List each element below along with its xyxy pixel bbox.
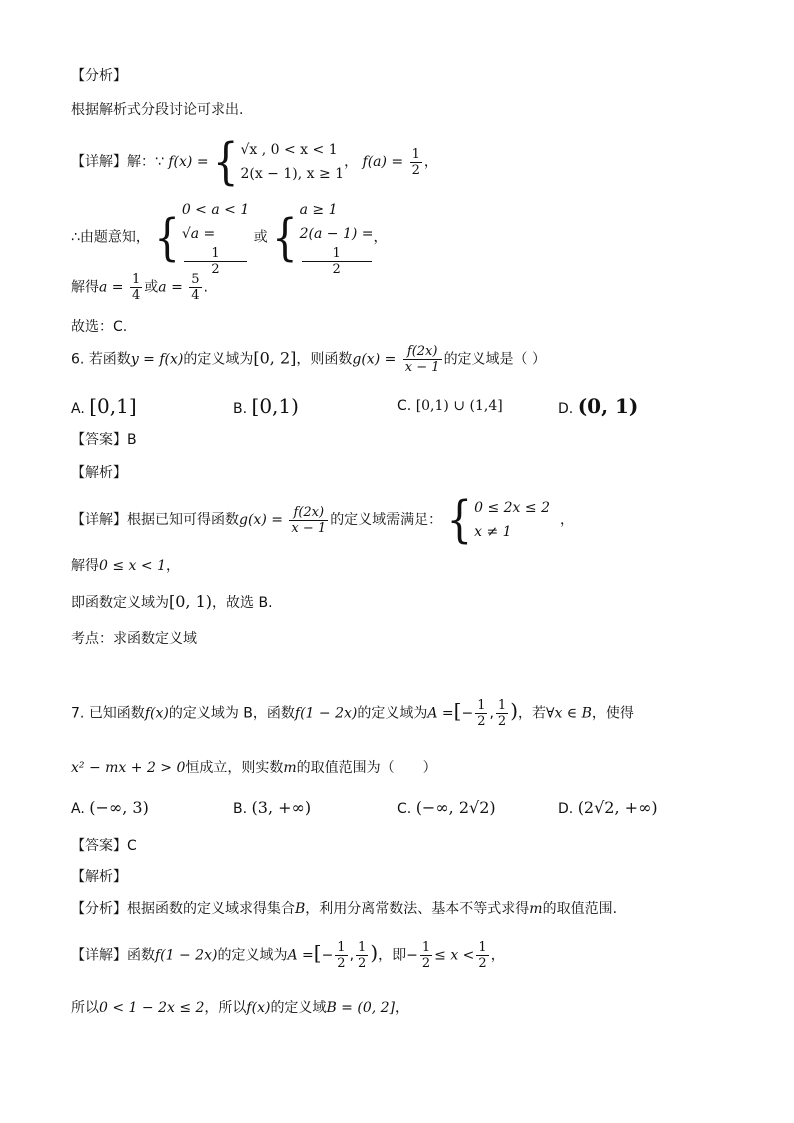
choose-line: 故选：C. xyxy=(71,319,128,335)
q7-analysis-heading: 【解析】 xyxy=(71,869,127,885)
detail-line-2: ∴由题意知， { 0 < a < 1 √a = 1 2 或 { a ≥ 1 2(a − 1) = 1 2 ， xyxy=(71,202,388,277)
q6-analysis-heading: 【解析】 xyxy=(71,465,127,481)
q7-option-b: B. (3, +∞) xyxy=(233,798,312,817)
analysis-text: 根据解析式分段讨论可求出. xyxy=(71,102,244,118)
q7-option-d: D. (2√2, +∞) xyxy=(558,798,658,817)
q7-answer: 【答案】C xyxy=(71,838,137,854)
detail-line-1: 【详解】解：∵ f(x) = { √x , 0 < x < 1 2(x − 1), x ≥ 1 ， f(a) = $\frac{1}{2}$ ， xyxy=(71,133,438,191)
q6-option-d: D. (0, 1) xyxy=(558,394,639,418)
q7-stem-1: 7. 已知函数f(x)的定义域为 B，函数f(1 − 2x)的定义域为A =[− $\frac{1}{2}$ , $\frac{1}{2}$ )，若∀x ∈ B，使得 xyxy=(71,698,634,729)
q6-solve: 解得0 ≤ x < 1， xyxy=(71,558,180,574)
q6-stem: 6. 若函数y = f(x)的定义域为[0, 2]，则函数g(x) = $\frac{f(2x)}{x - 1}$ 的定义域是（ ） xyxy=(71,344,547,375)
q7-analysis: 【分析】根据函数的定义域求得集合B，利用分离常数法、基本不等式求得m的取值范围. xyxy=(71,901,618,917)
q6-option-a: A. [0,1] xyxy=(71,394,137,418)
q7-conclusion: 所以0 < 1 − 2x ≤ 2，所以f(x)的定义域B = (0, 2]， xyxy=(71,1000,409,1016)
q6-keypoint: 考点：求函数定义域 xyxy=(71,631,197,647)
q7-option-a: A. (−∞, 3) xyxy=(71,798,149,817)
analysis-heading: 【分析】 xyxy=(71,68,127,84)
q6-answer: 【答案】B xyxy=(71,432,137,448)
q6-option-c: C. [0,1) ∪ (1,4] xyxy=(397,398,503,414)
q7-detail: 【详解】函数f(1 − 2x)的定义域为A =[− $\frac{1}{2}$ , $\frac{1}{2}$ )，即− $\frac{1}{2}$ ≤ x < $\frac{1}{2}$ ， xyxy=(71,940,505,971)
q6-option-b: B. [0,1) xyxy=(233,394,299,418)
q7-stem-2: x² − mx + 2 > 0恒成立，则实数m的取值范围为（ ） xyxy=(71,760,437,776)
q6-detail: 【详解】根据已知可得函数g(x) = $\frac{f(2x)}{x - 1}$ 的定义域需满足： { 0 ≤ 2x ≤ 2 x ≠ 1 ， xyxy=(71,491,574,549)
solve-line: 解得a = $\frac{1}{4}$ 或a = $\frac{5}{4}$ . xyxy=(71,272,208,303)
q6-domain: 即函数定义域为[0, 1)，故选 B. xyxy=(71,592,273,611)
q7-option-c: C. (−∞, 2√2) xyxy=(397,798,496,817)
